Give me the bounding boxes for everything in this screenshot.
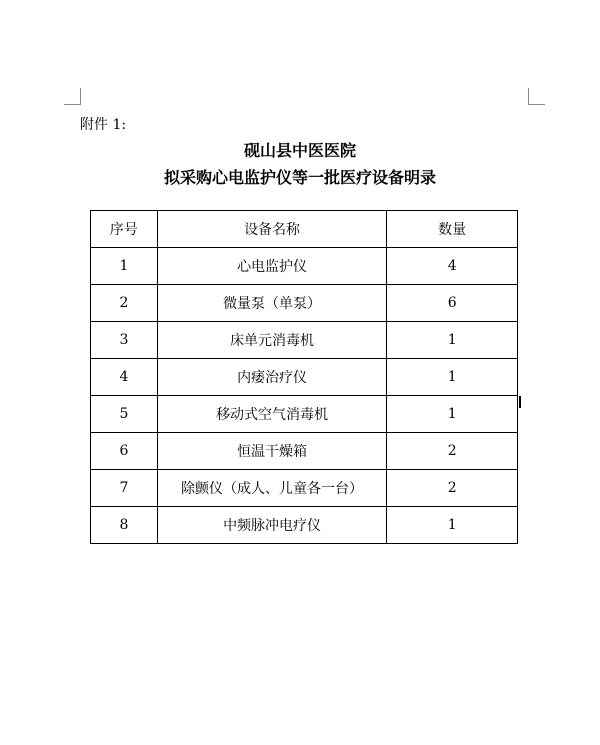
cell-equipment-name: 恒温干燥箱	[157, 433, 386, 470]
table-header-row	[91, 211, 518, 248]
table-row	[91, 433, 518, 470]
header-equipment-name: 设备名称	[157, 211, 386, 248]
table-row	[91, 359, 518, 396]
cell-equipment-name: 床单元消毒机	[157, 322, 386, 359]
table-row	[91, 507, 518, 544]
header-quantity: 数量	[387, 211, 518, 248]
table-row	[91, 396, 518, 433]
cell-serial-number: 1	[91, 248, 158, 285]
cell-quantity: 1	[387, 359, 518, 396]
cell-serial-number: 6	[91, 433, 158, 470]
cell-equipment-name: 移动式空气消毒机	[157, 396, 386, 433]
cell-serial-number: 5	[91, 396, 158, 433]
cell-quantity: 1	[387, 507, 518, 544]
cell-quantity: 1	[387, 396, 518, 433]
margin-marker-top-right	[528, 88, 545, 105]
cell-serial-number: 8	[91, 507, 158, 544]
cell-serial-number: 3	[91, 322, 158, 359]
cell-equipment-name: 微量泵（单泵）	[157, 285, 386, 322]
cell-quantity: 1	[387, 322, 518, 359]
document-title: 砚山县中医医院	[243, 141, 356, 160]
attachment-label: 附件 1:	[80, 117, 127, 133]
table-row	[91, 248, 518, 285]
header-serial-number: 序号	[91, 211, 158, 248]
equipment-table	[90, 210, 518, 544]
text-cursor	[519, 396, 521, 408]
cell-equipment-name: 心电监护仪	[157, 248, 386, 285]
table-row	[91, 322, 518, 359]
cell-serial-number: 2	[91, 285, 158, 322]
cell-serial-number: 4	[91, 359, 158, 396]
table-row	[91, 470, 518, 507]
cell-equipment-name: 除颤仪（成人、儿童各一台）	[157, 470, 386, 507]
cell-equipment-name: 内痿治疗仪	[157, 359, 386, 396]
cell-quantity: 2	[387, 470, 518, 507]
document-subtitle: 拟采购心电监护仪等一批医疗设备明录	[163, 168, 436, 187]
margin-marker-top-left	[64, 88, 81, 105]
cell-serial-number: 7	[91, 470, 158, 507]
cell-quantity: 6	[387, 285, 518, 322]
cell-quantity: 4	[387, 248, 518, 285]
cell-equipment-name: 中频脉冲电疗仪	[157, 507, 386, 544]
table-row	[91, 285, 518, 322]
cell-quantity: 2	[387, 433, 518, 470]
